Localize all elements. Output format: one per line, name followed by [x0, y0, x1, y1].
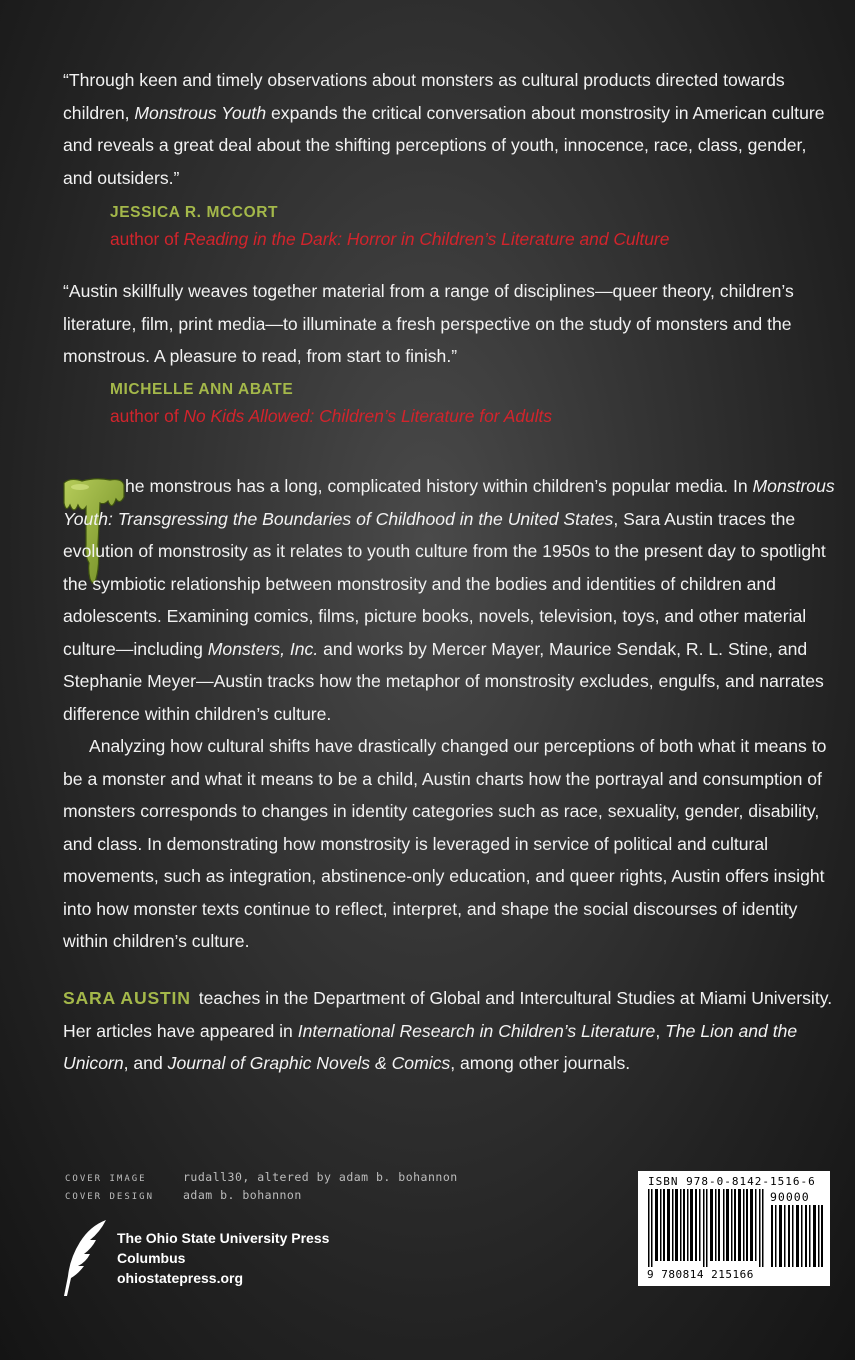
bio-text: , among other journals.	[450, 1053, 631, 1073]
isbn-barcode	[638, 1171, 830, 1286]
blurb-author-name-2: MICHELLE ANN ABATE	[110, 381, 294, 398]
cover-design-label: COVER DESIGN	[65, 1192, 155, 1202]
publisher-name: The Ohio State University Press	[117, 1230, 330, 1246]
blurb-author-work-2	[110, 406, 552, 427]
publisher-info	[117, 1228, 329, 1288]
author-of-label: author of	[110, 229, 184, 249]
blurb-author-name-1: JESSICA R. MCCORT	[110, 204, 279, 221]
description-text: and works by Mercer Mayer, Maurice Sendak, R. L. Stine, and Stephanie Meyer—Austin tracks how the metaphor of monstrosity excludes, engulfs, and narrates difference within children’s culture.	[63, 638, 824, 724]
bio-text: teaches in the Department of Global and Intercultural Studies at Miami University. Her articles have appeared in	[63, 988, 833, 1041]
ean-number: 9 780814 215166	[647, 1268, 754, 1281]
cover-credits	[65, 1169, 458, 1205]
description-film-title: Monsters, Inc.	[207, 638, 319, 659]
description-text: , Sara Austin traces the evolution of monstrosity as it relates to youth culture from the 1950s to the present day to spotlight the symbiotic relationship between monstrosity and the bodies and identities of children and adolescents. Examining comics, films, picture books, novels, television, toys, and other material culture—including	[63, 508, 826, 659]
blurb-work-title: Reading in the Dark: Horror in Children’s Literature and Culture	[183, 229, 670, 249]
blurb-author-work-1	[110, 229, 669, 250]
isbn-number: ISBN 978-0-8142-1516-6	[648, 1175, 816, 1188]
bio-journal: Journal of Graphic Novels & Comics	[167, 1053, 451, 1073]
bio-journal: International Research in Children’s Literature	[297, 1020, 656, 1041]
addon-barcode-bars	[770, 1205, 824, 1267]
blurb-quote-text: expands the critical conversation about monstrosity in American culture and reveals a great deal about the shifting perceptions of youth, innocence, race, class, gender, and outsiders.”	[63, 102, 825, 188]
publisher-url[interactable]: ohiostatepress.org	[117, 1270, 244, 1286]
description-book-title: Monstrous Youth: Transgressing the Boundaries of Childhood in the United States	[63, 476, 835, 529]
blurb-quote-1	[63, 64, 833, 194]
bio-text: ,	[655, 1020, 666, 1041]
author-bio	[63, 982, 835, 1080]
bio-journal: The Lion and the Unicorn	[63, 1020, 798, 1073]
blurb-quote-text: “Austin skillfully weaves together material from a range of disciplines—queer theory, children’s literature, film, print media—to illuminate a fresh perspective on the study of monsters and the monstrous. A pleasure to read, from start to finish.”	[63, 281, 794, 366]
feather-logo-icon	[60, 1218, 108, 1298]
blurb-work-title: No Kids Allowed: Children’s Literature for Adults	[183, 406, 553, 426]
publisher-city: Columbus	[117, 1250, 186, 1266]
author-of-label: author of	[110, 406, 184, 426]
cover-image-label: COVER IMAGE	[65, 1174, 147, 1184]
blurb-quote-text: “Through keen and timely observations about monsters as cultural products directed towards children,	[63, 70, 785, 123]
cover-image-credit: rudall30, altered by adam b. bohannon	[183, 1170, 458, 1184]
book-description	[63, 470, 835, 958]
description-paragraph-1	[63, 470, 835, 730]
bio-text: , and	[123, 1053, 168, 1073]
description-text: he monstrous has a long, complicated history within children’s popular media. In	[125, 476, 753, 496]
author-name: SARA AUSTIN	[63, 988, 191, 1008]
blurb-quote-book-title: Monstrous Youth	[134, 102, 267, 123]
blurb-quote-2	[63, 275, 833, 373]
cover-design-credit: adam b. bohannon	[183, 1188, 302, 1202]
description-paragraph-2: Analyzing how cultural shifts have drastically changed our perceptions of both what it means to be a monster and what it means to be a child, Austin charts how the portrayal and consumption of monsters corresponds to changes in identity categories such as race, sexuality, gender, disability, and class. In demonstrating how monstrosity is leveraged in service of political and cultural movements, such as integration, abstinence-only education, and queer rights, Austin offers insight into how monster texts continue to reflect, interpret, and shape the social discourses of identity within children’s culture.	[63, 736, 827, 951]
price-code: 90000	[770, 1190, 810, 1204]
ean-barcode-bars	[646, 1189, 766, 1267]
